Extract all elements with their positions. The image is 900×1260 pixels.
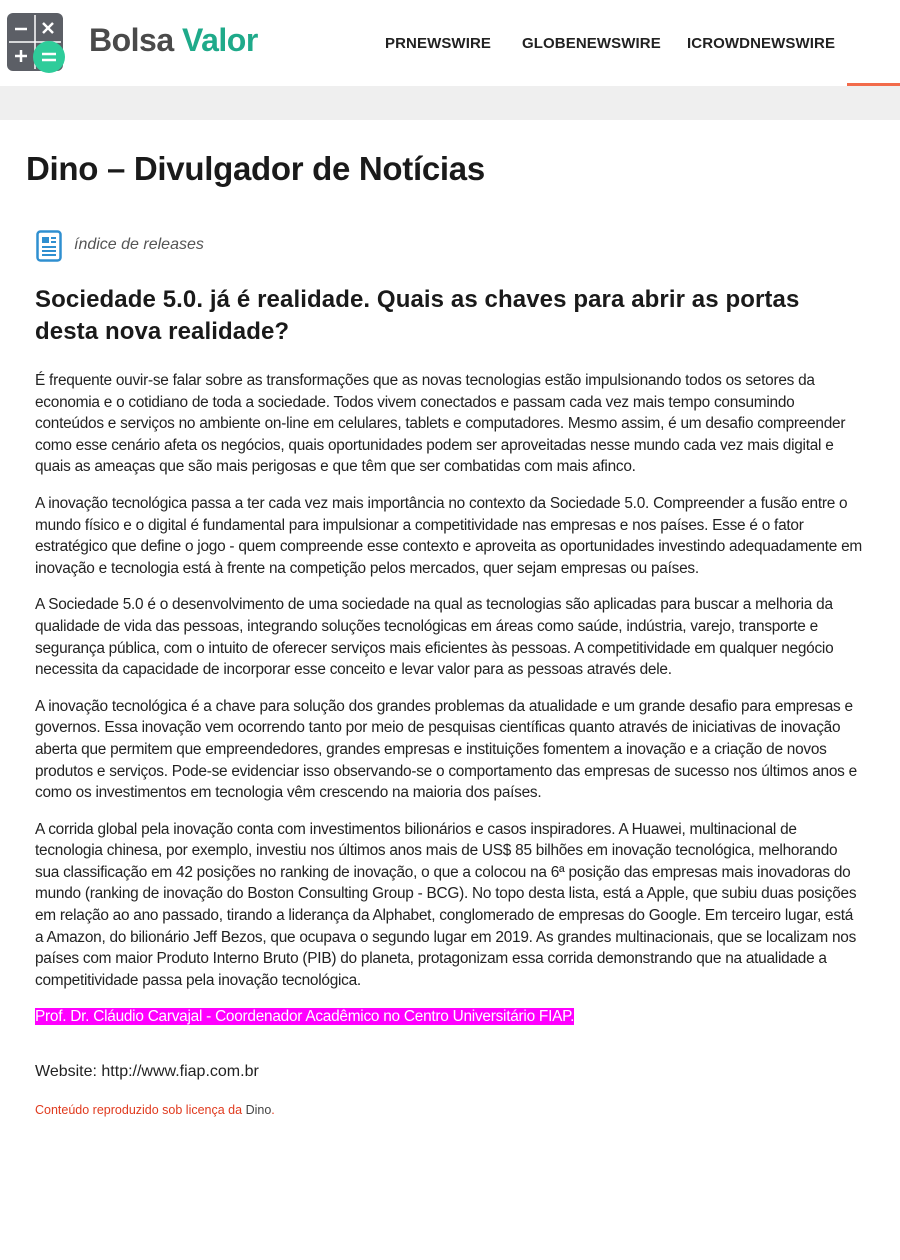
releases-index-link[interactable]: índice de releases [74,236,204,253]
article-paragraph: A inovação tecnológica é a chave para solução dos grandes problemas da atualidade e um grande desafio para empresas e governos. Essa inovação vem ocorrendo tanto por meio de pesquisas científicas quanto através de iniciativas de inovação aberta que permitem que empreendedores, grandes empresas e instituições fomentem a inovação e a criação de novos produtos e serviços. Pode-se evidenciar isso observando-se o comportamento das empresas de sucesso nos últimos anos e como os investimentos em tecnologia vêm crescendo na maioria dos países. [35,697,857,802]
author-signature: Prof. Dr. Cláudio Carvajal - Coordenador Acadêmico no Centro Universitário FIAP. [35,1008,575,1026]
document-icon [36,230,62,262]
credit-text: Conteúdo reproduzido sob licença da [35,1103,243,1118]
brand-logo[interactable] [89,22,258,59]
brand-name-part2: Valor [182,22,258,58]
brand-name-part1: Bolsa [89,22,174,58]
article-paragraph: A inovação tecnológica passa a ter cada vez mais importância no contexto da Sociedade 5.0. Compreender a fusão entre o mundo físico e o digital é fundamental para impulsionar a competitividade nas empresas e nos países. Esse é o fator estratégico que define o jogo - quem compreende esse contexto e aproveita as oportunidades investindo adequadamente em inovação e tecnologia está à frente na competição pelos mercados, quer sejam empresas ou países. [35,494,862,577]
credit-end: . [271,1103,275,1118]
article-paragraph: É frequente ouvir-se falar sobre as transformações que as novas tecnologias estão impulsionando todos os setores da economia e o cotidiano de toda a sociedade. Todos vivem conectados e passam cada vez mais tempo consumindo conteúdos e serviços no ambiente on-line em celulares, tablets e computadores. Mesmo assim, é um desafio compreender como esse cenário afeta os negócios, quais oportunidades podem ser aproveitadas nesse mundo cada vez mais digital e quais as ameaças que são mais perigosas e que têm que ser combatidas com mais afinco. [35,372,846,476]
website-label: Website: [35,1063,97,1081]
nav-link-prnewswire[interactable]: PRNEWSWIRE [385,35,491,52]
dino-link[interactable]: Dino [245,1103,272,1118]
calculator-icon[interactable] [7,13,67,73]
license-credit [35,1103,865,1117]
nav-link-globenewswire[interactable]: GLOBENEWSWIRE [522,35,661,52]
article-body [35,370,865,1117]
article-headline: Sociedade 5.0. já é realidade. Quais as chaves para abrir as portas desta nova realidade? [35,286,800,345]
article-paragraph: A corrida global pela inovação conta com investimentos bilionários e casos inspiradores. A Huawei, multinacional de tecnologia chinesa, por exemplo, investiu nos últimos anos mais de US$ 85 bilhões em inovação tecnológica, melhorando sua classificação em 42 posições no ranking de inovação, o que a colocou na 6ª posição das empresas mais inovadoras do mundo (ranking de inovação do Boston Consulting Group - BCG). No topo desta lista, está a Apple, que subiu duas posições em relação ao ano passado, tirando a liderança da Alphabet, conglomerado de empresas do Google. Em terceiro lugar, está a Amazon, do bilionário Jeff Bezos, que ocupava o segundo lugar em 2019. As grandes multinacionais, que se localizam nos países com maior Produto Interno Bruto (PIB) do planeta, protagonizam essa corrida demonstrando que na atualidade a competitividade passa pela inovação tecnológica. [35,820,857,989]
website-url-link[interactable]: http://www.fiap.com.br [101,1063,259,1081]
site-header [0,0,900,86]
website-line [35,1063,865,1081]
article-paragraph: A Sociedade 5.0 é o desenvolvimento de uma sociedade na qual as tecnologias são aplicadas para buscar a melhoria da qualidade de vida das pessoas, integrando soluções tecnológicas em áreas como saúde, indústria, varejo, transporte e segurança pública, com o intuito de oferecer serviços mais eficientes às pessoas. A competitividade em qualquer negócio necessita da capacidade de incorporar esse conceito e levar valor para as pessoas através dele. [35,596,834,679]
page-title: Dino – Divulgador de Notícias [26,150,485,187]
nav-link-icrowdnewswire[interactable]: ICROWDNEWSWIRE [687,35,836,52]
header-divider-bar [0,86,900,120]
signature-block [35,1006,865,1027]
